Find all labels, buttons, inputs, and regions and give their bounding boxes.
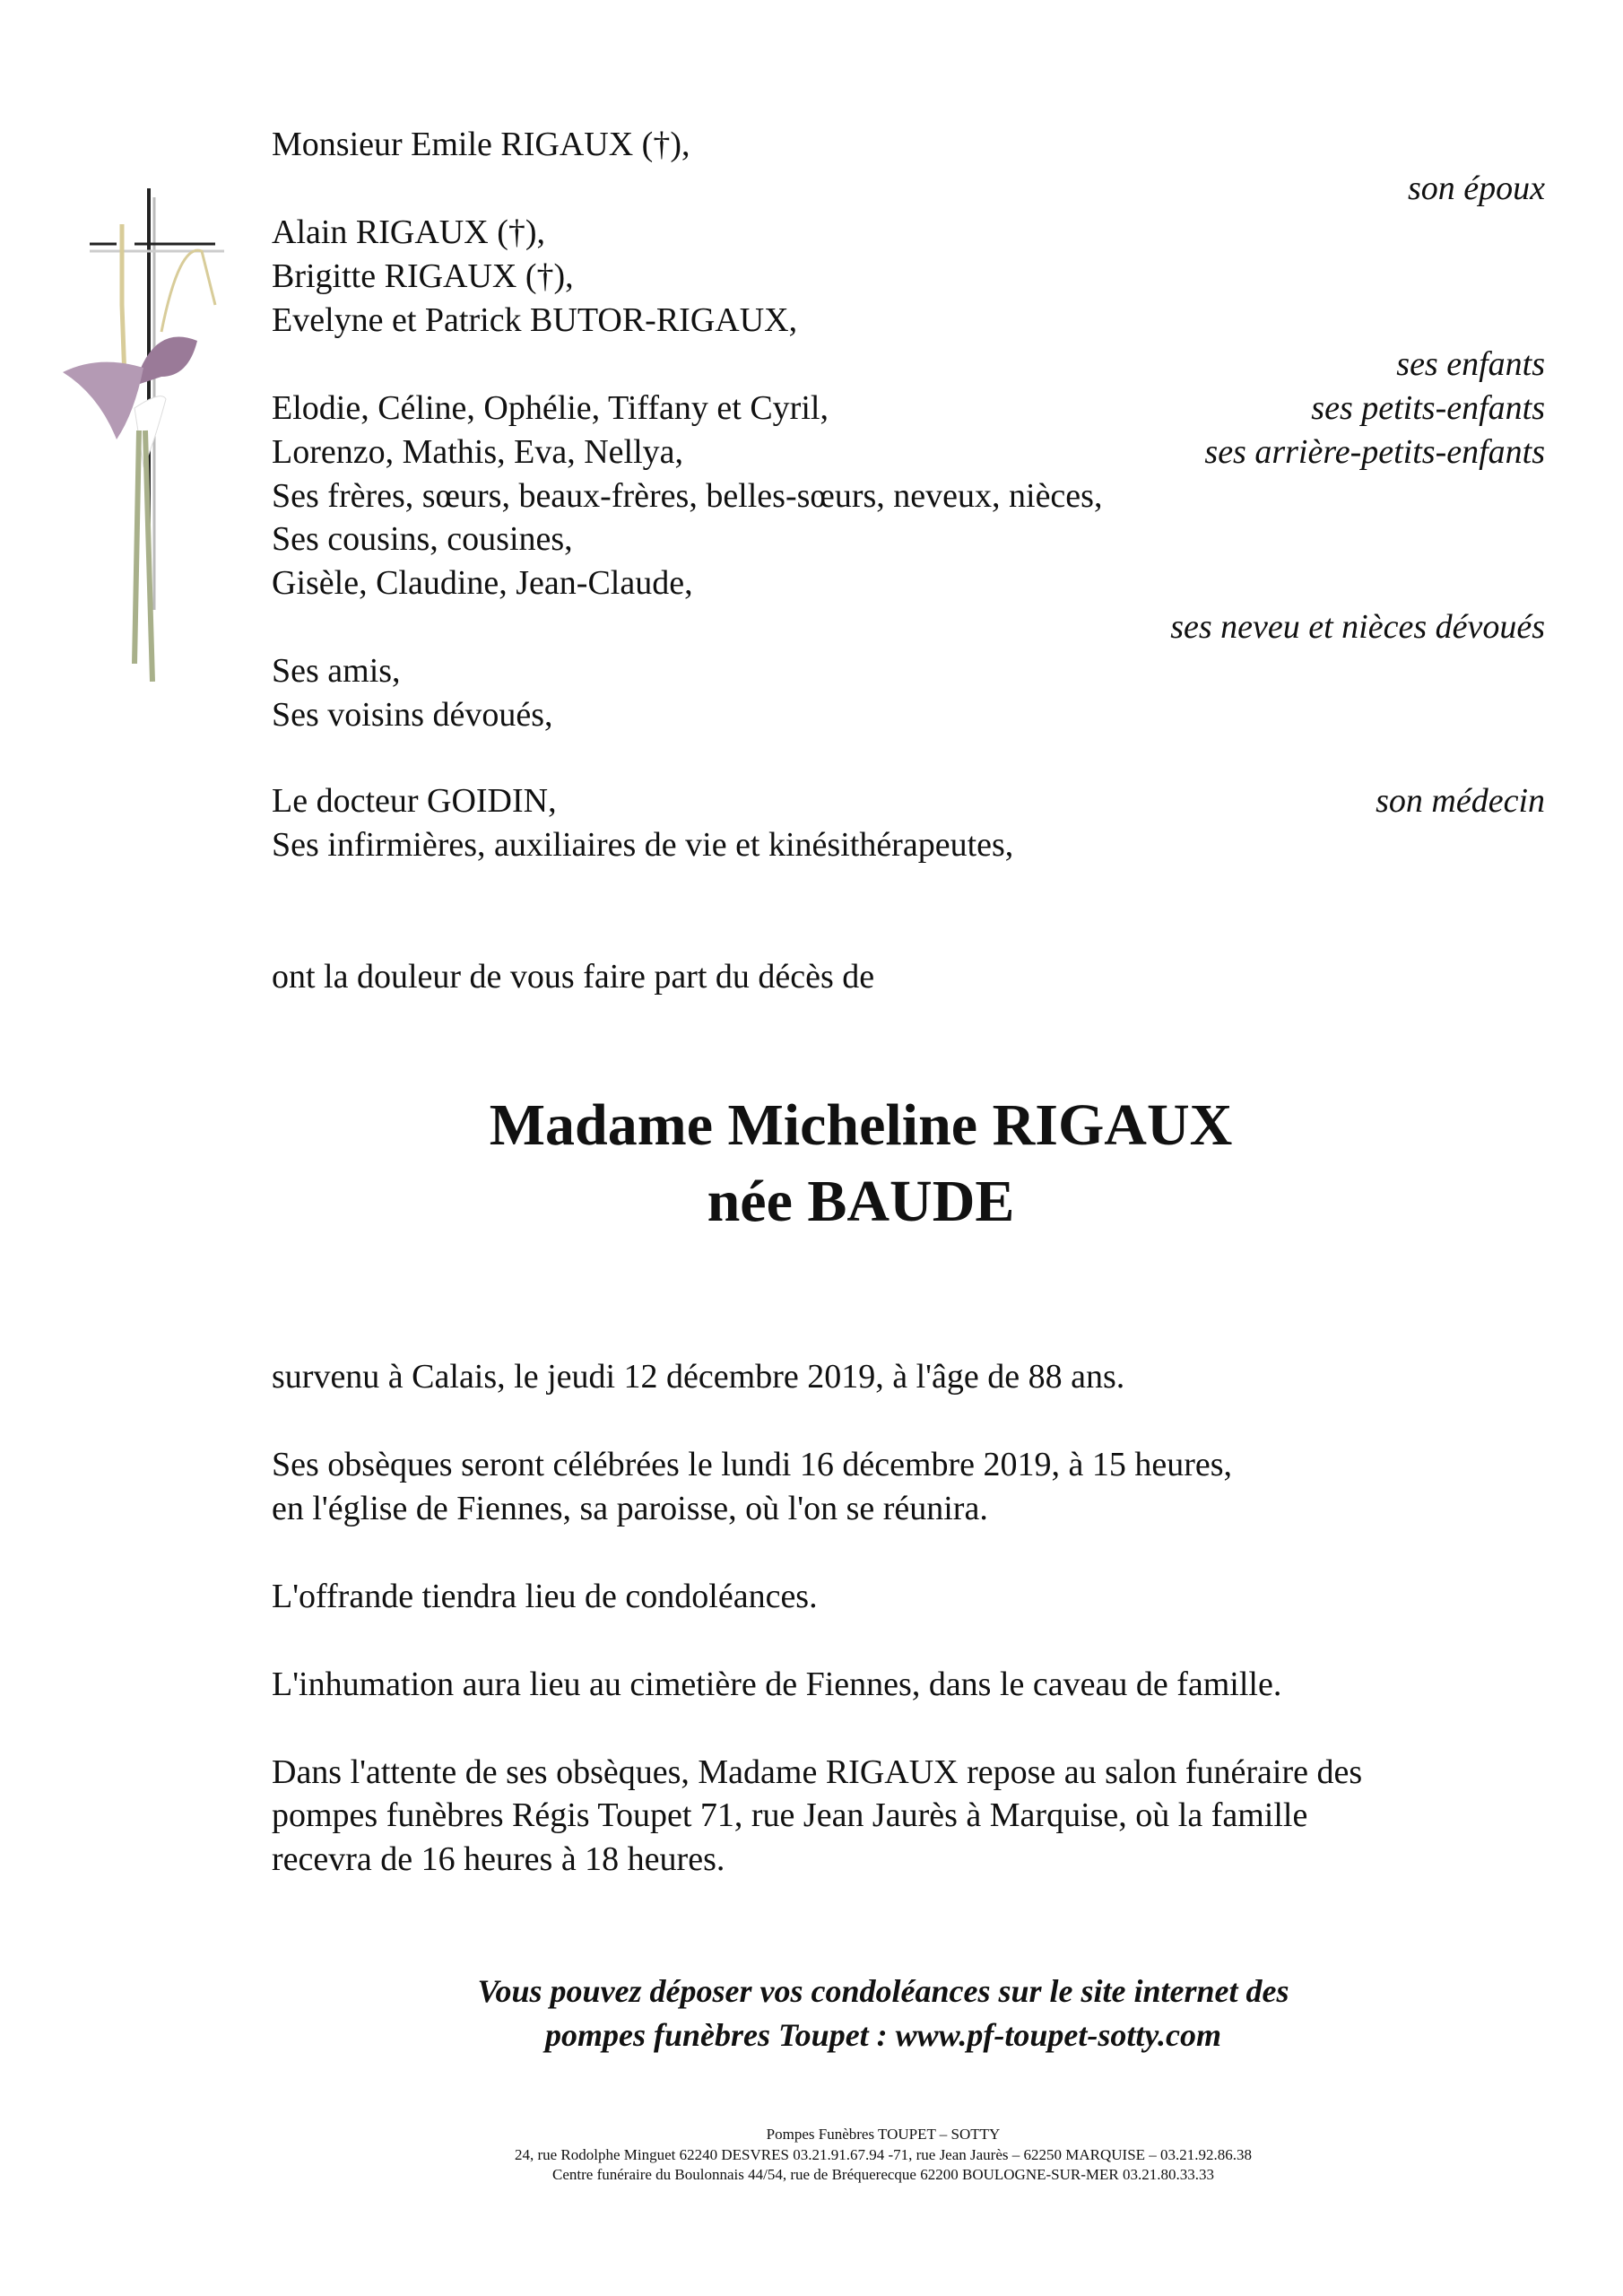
footer-line: 24, rue Rodolphe Minguet 62240 DESVRES 03.21.91.67.94 -71, rue Jean Jaurès – 62250 MARQUISE – 03.21.92.86.38 bbox=[514, 2146, 1253, 2163]
family-line: Monsieur Emile RIGAUX (†), bbox=[272, 126, 690, 163]
relation-label: ses petits-enfants bbox=[1311, 389, 1545, 427]
detail-line: Dans l'attente de ses obsèques, Madame RIGAUX repose au salon funéraire des bbox=[272, 1753, 1363, 1791]
detail-line: L'inhumation aura lieu au cimetière de Fiennes, dans le caveau de famille. bbox=[272, 1665, 1282, 1703]
family-line: Gisèle, Claudine, Jean-Claude, bbox=[272, 564, 693, 602]
relation-label: ses enfants bbox=[1396, 345, 1545, 383]
website-notice-link[interactable]: pompes funèbres Toupet : www.pf-toupet-sotty.com bbox=[545, 2017, 1221, 2053]
family-line: Evelyne et Patrick BUTOR-RIGAUX, bbox=[272, 301, 798, 339]
family-line: Lorenzo, Mathis, Eva, Nellya, bbox=[272, 433, 684, 471]
family-line: Ses cousins, cousines, bbox=[272, 520, 573, 558]
relation-label: son médecin bbox=[1376, 782, 1545, 820]
family-line: Ses voisins dévoués, bbox=[272, 696, 553, 734]
announcement: ont la douleur de vous faire part du décès de bbox=[272, 958, 875, 996]
family-line: Ses amis, bbox=[272, 652, 401, 690]
detail-line: pompes funèbres Régis Toupet 71, rue Jean Jaurès à Marquise, où la famille bbox=[272, 1796, 1308, 1834]
website-notice: Vous pouvez déposer vos condoléances sur le site internet des bbox=[477, 1973, 1289, 2009]
detail-line: recevra de 16 heures à 18 heures. bbox=[272, 1840, 725, 1878]
family-line: Brigitte RIGAUX (†), bbox=[272, 257, 574, 295]
footer-line: Centre funéraire du Boulonnais 44/54, rue de Bréquerecque 62200 BOULOGNE-SUR-MER 03.21.80.33.33 bbox=[552, 2166, 1214, 2183]
detail-line: L'offrande tiendra lieu de condoléances. bbox=[272, 1578, 818, 1615]
family-line: Ses infirmières, auxiliaires de vie et kinésithérapeutes, bbox=[272, 826, 1014, 864]
detail-line: survenu à Calais, le jeudi 12 décembre 2019, à l'âge de 88 ans. bbox=[272, 1358, 1125, 1396]
deceased-name: Madame Micheline RIGAUX bbox=[489, 1092, 1233, 1158]
relation-label: ses arrière-petits-enfants bbox=[1204, 433, 1545, 471]
deceased-maiden-name: née BAUDE bbox=[707, 1169, 1015, 1234]
family-line: Alain RIGAUX (†), bbox=[272, 213, 546, 251]
family-line: Le docteur GOIDIN, bbox=[272, 782, 557, 820]
relation-label: ses neveu et nièces dévoués bbox=[1170, 608, 1545, 646]
detail-line: en l'église de Fiennes, sa paroisse, où l'on se réunira. bbox=[272, 1490, 988, 1527]
family-line: Ses frères, sœurs, beaux-frères, belles-sœurs, neveux, nièces, bbox=[272, 477, 1103, 515]
cross-calla-lily-icon bbox=[63, 179, 242, 682]
relation-label: son époux bbox=[1407, 170, 1545, 207]
family-line: Elodie, Céline, Ophélie, Tiffany et Cyril, bbox=[272, 389, 829, 427]
footer-line: Pompes Funèbres TOUPET – SOTTY bbox=[766, 2126, 1001, 2143]
detail-line: Ses obsèques seront célébrées le lundi 16 décembre 2019, à 15 heures, bbox=[272, 1446, 1233, 1483]
